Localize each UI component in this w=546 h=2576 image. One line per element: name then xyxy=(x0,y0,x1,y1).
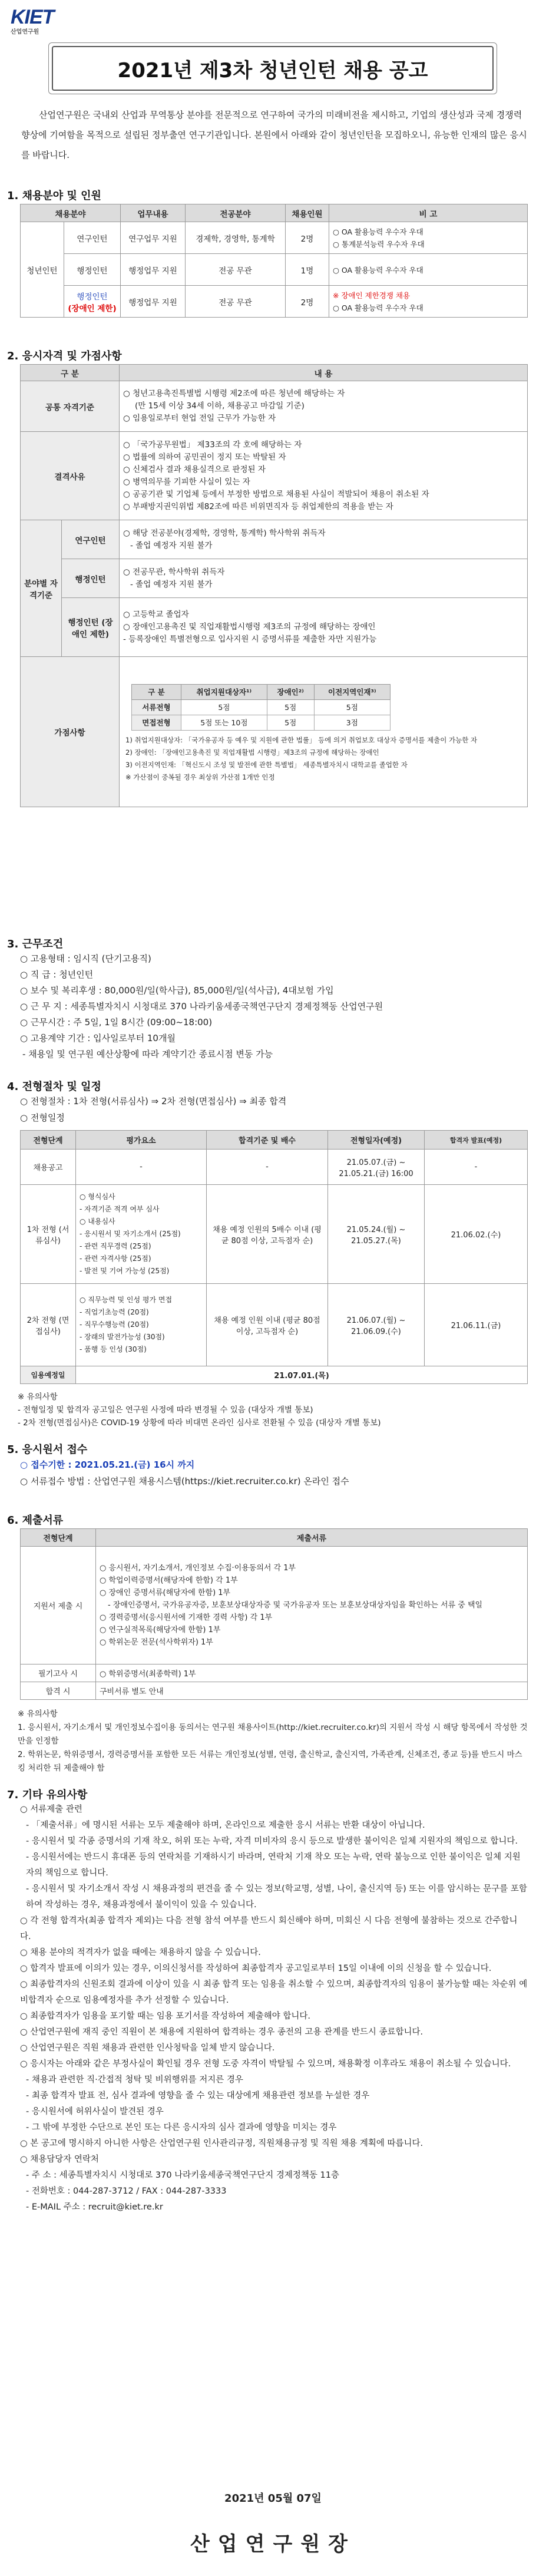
eval-line: - 관련 자격사항 (25점) xyxy=(80,1254,151,1263)
bonus-note: ※ 가산점이 중복될 경우 최상위 가산점 1개만 인정 xyxy=(125,772,275,781)
sch-pass: - xyxy=(207,1150,328,1185)
doc-line: ○ 장애인 증명서류(해당자에 한함) 1부 xyxy=(100,1588,231,1597)
common-label: 공통 자격기준 xyxy=(21,381,120,432)
etc-line: - 채용과 관련한 직·간접적 청탁 및 비위행위를 저지른 경우 xyxy=(26,2075,243,2085)
bonus-cell: 서류전형 xyxy=(132,699,181,715)
appoint-label: 임용예정일 xyxy=(21,1366,76,1384)
sch-th: 합격자 발표(예정) xyxy=(425,1131,528,1150)
application-info xyxy=(20,1457,349,1490)
etc-line: ○ 최종합격자가 임용을 포기할 때는 임용 포기서를 작성하여 제출해야 합니다. xyxy=(20,2012,310,2021)
content-line: ○ 해당 전공분야(경제학, 경영학, 통계학) 학사학위 취득자 xyxy=(123,528,326,538)
bonus-note: 3) 이전지역인재: 「혁신도시 조성 및 발전에 관한 특별법」 세종특별자치시 대학교를 졸업한 자 xyxy=(125,760,408,769)
sch-pass: 채용 예정 인원 이내 (평균 80점 이상, 고득점자 순) xyxy=(207,1284,328,1366)
sch-th: 전형단계 xyxy=(21,1131,76,1150)
disq-label: 결격사유 xyxy=(21,432,120,520)
method-line: ○ 서류접수 방법 : 산업연구원 채용시스템(https://kiet.recruiter.co.kr) 온라인 접수 xyxy=(20,1476,349,1487)
doc-line: ○ 학위증명서(최종학력) 1부 xyxy=(96,1665,528,1682)
sch-result: 21.06.02.(수) xyxy=(425,1185,528,1284)
sch-stage: 1차 전형 (서류심사) xyxy=(21,1185,76,1284)
bonus-cell: 면접전형 xyxy=(132,715,181,730)
field-restriction: (장애인 제한) xyxy=(68,303,117,313)
etc-line: - 「제출서류」에 명시된 서류는 모두 제출해야 하며, 온라인으로 제출한 응시 서류는 반환 대상이 아닙니다. xyxy=(26,1821,425,1830)
etc-line: - 주 소 : 세종특별자치시 시청대로 370 나라키움세종국책연구단지 경제정책동 11층 xyxy=(26,2171,339,2180)
field-text: 행정인턴 xyxy=(77,292,108,302)
bonus-cell: 5점 xyxy=(267,699,314,715)
etc-line: - 최종 합격자 발표 전, 심사 결과에 영향을 줄 수 있는 대상에게 채용관련 정보를 누설한 경우 xyxy=(26,2091,370,2101)
etc-line: - 그 밖에 부정한 수단으로 본인 또는 다른 응시자의 심사 결과에 영향을 미치는 경우 xyxy=(26,2123,337,2132)
etc-line: ○ 산업연구원에 재직 중인 직원이 본 채용에 지원하여 합격하는 경우 종전의 고용 관계를 반드시 종료합니다. xyxy=(20,2027,423,2037)
content-line: ○ 「국가공무원법」 제33조의 각 호에 해당하는 자 xyxy=(123,440,302,450)
etc-line: ○ 최종합격자의 신원조회 결과에 이상이 있을 시 최종 합격 또는 임용을 취소할 수 있으며, 최종합격자의 임용이 불가능할 때는 차순위 예비합격자 순으로 임용예정자를 추가 선정할 수 있습니다. xyxy=(20,1980,528,2005)
count-cell: 2명 xyxy=(286,286,329,318)
content-line: ○ 공공기관 및 기업체 등에서 부정한 방법으로 채용된 사실이 적발되어 채용이 취소된 자 xyxy=(123,489,429,499)
th-content: 내 용 xyxy=(120,365,528,381)
etc-line: ○ 합격자 발표에 이의가 있는 경우, 이의신청서를 작성하여 최종합격자 공고일로부터 15일 이내에 이의 신청을 할 수 있습니다. xyxy=(20,1964,492,1973)
etc-line: ○ 채용담당자 연락처 xyxy=(20,2155,99,2164)
group-cell: 청년인턴 xyxy=(21,222,64,318)
sch-stage: 채용공고 xyxy=(21,1150,76,1185)
f2-content xyxy=(120,559,528,598)
condition-line: ○ 고용형태 : 임시직 (단기고용직) xyxy=(20,953,151,964)
eval-line: - 품행 등 인성 (30점) xyxy=(80,1345,147,1353)
etc-line: - 응시원서에 허위사실이 발견된 경우 xyxy=(26,2107,164,2116)
note-line: - 전형일정 및 합격자 공고일은 연구원 사정에 따라 변경될 수 있음 (대상자 개별 통보) xyxy=(18,1405,313,1415)
bonus-cell: 5점 또는 10점 xyxy=(181,715,267,730)
process-line: ○ 전형절차 : 1차 전형(서류심사) ⇒ 2차 전형(면접심사) ⇒ 최종 합격 xyxy=(20,1096,287,1107)
etc-line: - 응시원서 및 각종 증명서의 기재 착오, 허위 또는 누락, 자격 미비자의 응시 등으로 발생한 불이익은 일체 지원자의 책임으로 합니다. xyxy=(26,1837,518,1846)
th-note: 비 고 xyxy=(329,204,528,222)
etc-line: ○ 본 공고에 명시하지 아니한 사항은 산업연구원 인사관리규정, 직원채용규정 및 직원 채용 계획에 따릅니다. xyxy=(20,2139,423,2148)
sch-eval xyxy=(76,1284,207,1366)
section-1-heading: 1. 채용분야 및 인원 xyxy=(7,190,101,202)
th-count: 채용인원 xyxy=(286,204,329,222)
bonus-th: 구 분 xyxy=(132,684,181,699)
bonus-cell: 5점 xyxy=(314,699,390,715)
disq-content xyxy=(120,432,528,520)
selection-process xyxy=(20,1093,286,1126)
content-line: ○ 신체검사 결과 채용실격으로 판정된 자 xyxy=(123,464,266,474)
sch-stage: 2차 전형 (면접심사) xyxy=(21,1284,76,1366)
work-conditions xyxy=(20,951,383,1062)
eval-line: - 직무수행능력 (20점) xyxy=(80,1320,149,1329)
qualification-table xyxy=(20,364,528,807)
content-line: ○ 청년고용촉진특별법 시행령 제2조에 따른 청년에 해당하는 자 xyxy=(123,389,345,398)
section-6-heading: 6. 제출서류 xyxy=(7,1514,64,1527)
content-line: ○ 고등학교 졸업자 xyxy=(123,610,189,619)
note-line: 1. 응시원서, 자기소개서 및 개인정보수집이용 동의서는 연구원 채용사이트(http://kiet.recruiter.co.kr)의 지원서 작성 시 해당 항목에서 작성한 것만을 인정함 xyxy=(18,1723,528,1746)
work-cell: 연구업무 지원 xyxy=(121,222,186,254)
content-line: - 졸업 예정자 지원 불가 xyxy=(130,579,213,589)
major-cell: 전공 무관 xyxy=(186,286,286,318)
eval-line: - 직업기초능력 (20점) xyxy=(80,1308,149,1316)
logo-word: KIET xyxy=(11,6,54,28)
sch-date: 21.05.24.(월) ~ 21.05.27.(목) xyxy=(328,1185,425,1284)
eval-line: ○ 내용심사 xyxy=(80,1217,115,1226)
etc-line: - 응시원서 및 자기소개서 작성 시 채용과정의 편견을 줄 수 있는 정보(학교명, 성별, 나이, 출신지역 등) 또는 이를 암시하는 문구를 포함하여 작성하는 경우, 채용과정에서 불이익이 있을 수 있습니다. xyxy=(26,1884,527,1910)
bonus-content xyxy=(120,657,528,807)
f3-content xyxy=(120,598,528,657)
content-line: ○ 임용일로부터 현업 전일 근무가 가능한 자 xyxy=(123,414,276,423)
etc-line: ○ 각 전형 합격자(최종 합격자 제외)는 다음 전형 참석 여부를 반드시 회신해야 하며, 미회신 시 다음 전형에 불참하는 것으로 간주합니다. xyxy=(20,1916,518,1941)
field-cell: 연구인턴 xyxy=(64,222,121,254)
doc-list xyxy=(96,1547,528,1665)
content-line: - 등록장애인 특별전형으로 입사지원 시 증명서류를 제출한 자만 지원가능 xyxy=(123,635,377,644)
condition-line: ○ 보수 및 복리후생 : 80,000원/일(학사급), 85,000원/일(석사급), 4대보험 가입 xyxy=(20,985,334,996)
doc-stage: 지원서 제출 시 xyxy=(21,1547,96,1665)
field-cell xyxy=(64,286,121,318)
etc-line: ○ 서류제출 관련 xyxy=(20,1805,82,1814)
doc-line: ○ 연구실적목록(해당자에 한함) 1부 xyxy=(100,1626,221,1634)
note-cell: ○ OA 활용능력 우수자 우대 xyxy=(329,254,528,286)
doc-th: 제출서류 xyxy=(96,1529,528,1547)
doc-stage: 합격 시 xyxy=(21,1682,96,1700)
work-cell: 행정업무 지원 xyxy=(121,254,186,286)
deadline-line: ○ 접수기한 : 2021.05.21.(금) 16시 까지 xyxy=(20,1459,195,1470)
bonus-cell: 5점 xyxy=(181,699,267,715)
content-line: ○ 법률에 의하여 공민권이 정지 또는 박탈된 자 xyxy=(123,452,286,462)
eval-line: ○ 직무능력 및 인성 평가 면접 xyxy=(80,1296,173,1304)
bonus-label: 가점사항 xyxy=(21,657,120,807)
sch-th: 전형일자(예정) xyxy=(328,1131,425,1150)
etc-line: ○ 응시자는 아래와 같은 부정사실이 확인될 경우 전형 도중 자격이 박탈될 수 있으며, 채용확정 이후라도 채용이 취소될 수 있습니다. xyxy=(20,2059,511,2069)
doc-line: ○ 학위논문 전문(석사학위자) 1부 xyxy=(100,1638,213,1647)
condition-line: ○ 고용계약 기간 : 입사일로부터 10개월 xyxy=(20,1033,176,1043)
etc-line: ○ 채용 분야의 적격자가 없을 때에는 채용하지 않을 수 있습니다. xyxy=(20,1948,261,1957)
bonus-cell: 3점 xyxy=(314,715,390,730)
note-cell xyxy=(329,286,528,318)
eval-line: ○ 형식심사 xyxy=(80,1193,115,1201)
sch-th: 평가요소 xyxy=(76,1131,207,1150)
content-line: ○ 병역의무를 기피한 사실이 있는 자 xyxy=(123,477,250,487)
eval-line: - 응시원서 및 자기소개서 (25점) xyxy=(80,1230,181,1238)
f1-content xyxy=(120,520,528,559)
th-category: 구 분 xyxy=(21,365,120,381)
th-major: 전공분야 xyxy=(186,204,286,222)
bonus-note: 2) 장애인: 「장애인고용촉진 및 직업재활법 시행령」제3조의 규정에 해당하는 장애인 xyxy=(125,748,379,757)
logo-tag: 산업연구원 xyxy=(11,29,39,35)
appoint-date: 21.07.01.(목) xyxy=(76,1366,528,1384)
eval-line: - 발전 및 기여 가능성 (25점) xyxy=(80,1267,170,1275)
common-content xyxy=(120,381,528,432)
f2-label: 행정인턴 xyxy=(62,559,120,598)
field-qual-label: 분야별 자격기준 xyxy=(21,520,62,657)
sch-result: 21.06.11.(금) xyxy=(425,1284,528,1366)
count-cell: 2명 xyxy=(286,222,329,254)
field-cell: 행정인턴 xyxy=(64,254,121,286)
doc-line: ○ 응시원서, 자기소개서, 개인정보 수집·이용동의서 각 1부 xyxy=(100,1564,296,1573)
document-notes xyxy=(18,1708,528,1775)
content-line: ○ 장애인고용촉진 및 직업재활법시행령 제3조의 규정에 해당하는 장애인 xyxy=(123,622,376,632)
condition-line: ○ 근 무 지 : 세종특별자치시 시청대로 370 나라키움세종국책연구단지 경제정책동 산업연구원 xyxy=(20,1001,383,1012)
eval-line: - 자격기준 적격 여부 심사 xyxy=(80,1205,160,1213)
other-notes xyxy=(20,1802,528,2215)
f3-label: 행정인턴 (장애인 제한) xyxy=(62,598,120,657)
doc-line: ○ 경력증명서(응시원서에 기재한 경력 사항) 각 1부 xyxy=(100,1613,273,1622)
note-line: ○ OA 활용능력 우수자 우대 xyxy=(333,227,423,236)
section-7-heading: 7. 기타 유의사항 xyxy=(7,1789,88,1801)
note-line: ※ 장애인 제한경쟁 채용 xyxy=(333,290,411,300)
bonus-notes xyxy=(123,734,524,784)
content-line: (만 15세 이상 34세 이하, 채용공고 마감일 기준) xyxy=(135,401,305,411)
schedule-notes xyxy=(18,1391,381,1429)
th-field: 채용분야 xyxy=(21,204,121,222)
bonus-note: 1) 취업지원대상자: 「국가유공자 등 예우 및 지원에 관한 법률」 등에 의거 취업보호 대상자 증명서를 제출이 가능한 자 xyxy=(125,735,478,744)
major-cell: 경제학, 경영학, 통계학 xyxy=(186,222,286,254)
signatory: 산업연구원장 xyxy=(190,2532,356,2556)
content-line: ○ 전공무관, 학사학위 취득자 xyxy=(123,567,225,577)
eval-line: - 관련 직무경력 (25점) xyxy=(80,1242,151,1250)
sch-th: 합격기준 및 배수 xyxy=(207,1131,328,1150)
sch-date: 21.05.07.(금) ~ 21.05.21.(금) 16:00 xyxy=(328,1150,425,1185)
note-line: 2. 학위논문, 학위증명서, 경력증명서를 포함한 모든 서류는 개인정보(성별, 연령, 출신학교, 출신지역, 가족관계, 신체조건, 종교 등)를 반드시 마스킹 처리한 뒤 제출해야 함 xyxy=(18,1750,522,1773)
section-5-heading: 5. 응시원서 접수 xyxy=(7,1444,88,1456)
process-line: ○ 전형일정 xyxy=(20,1112,65,1123)
content-line: - 졸업 예정자 지원 불가 xyxy=(130,540,213,550)
doc-line: 구비서류 별도 안내 xyxy=(96,1682,528,1700)
documents-table xyxy=(20,1528,528,1700)
sch-date: 21.06.07.(월) ~ 21.06.09.(수) xyxy=(328,1284,425,1366)
th-work: 업무내용 xyxy=(121,204,186,222)
section-4-heading: 4. 전형절차 및 일정 xyxy=(7,1081,101,1093)
bonus-th: 취업지원대상자¹⁾ xyxy=(181,684,267,699)
note-line: ※ 유의사항 xyxy=(18,1709,58,1719)
announcement-date: 2021년 05월 07일 xyxy=(224,2492,322,2505)
etc-line: ○ 산업연구원은 직원 채용과 관련한 인사청탁을 일체 받지 않습니다. xyxy=(20,2043,275,2053)
etc-line: - 응시원서에는 반드시 휴대폰 등의 연락처를 기재하시기 바라며, 연락처 기재 착오 또는 누락, 연락 불능으로 인한 불이익은 일체 지원자의 책임으로 합니다. xyxy=(26,1852,521,1878)
doc-line: - 장애인증명서, 국가유공자증, 보훈보상대상자증 및 국가유공자 또는 보훈보상대상자임을 확인하는 서류 중 택일 xyxy=(108,1601,483,1610)
section-3-heading: 3. 근무조건 xyxy=(7,938,64,950)
eval-line: - 장래의 발전가능성 (30점) xyxy=(80,1333,165,1341)
sch-eval: - xyxy=(76,1150,207,1185)
condition-line: ○ 직 급 : 청년인턴 xyxy=(20,969,94,980)
page-title: 2021년 제3차 청년인턴 채용 공고 xyxy=(52,46,494,91)
note-line: ○ OA 활용능력 우수자 우대 xyxy=(333,303,423,312)
doc-stage: 필기고사 시 xyxy=(21,1665,96,1682)
condition-line: - 채용일 및 연구원 예산상황에 따라 계약기간 종료시점 변동 가능 xyxy=(22,1049,273,1059)
schedule-table xyxy=(20,1130,528,1384)
f1-label: 연구인턴 xyxy=(62,520,120,559)
note-line: - 2차 전형(면접심사)은 COVID-19 상황에 따라 비대면 온라인 심사로 전환될 수 있음 (대상자 개별 통보) xyxy=(18,1418,381,1428)
bonus-th: 장애인²⁾ xyxy=(267,684,314,699)
intro-paragraph: 산업연구원은 국내외 산업과 무역통상 분야를 전문적으로 연구하여 국가의 미래비전을 제시하고, 기업의 생산성과 국제 경쟁력 향상에 기여함을 목적으로 설립된 정부출연 연구기관입니다. 본원에서 아래와 같이 청년인턴을 모집하오니, 유능한 인재의 많은 응시를 바랍니다. xyxy=(21,110,527,160)
sch-eval xyxy=(76,1185,207,1284)
bonus-th: 이전지역인재³⁾ xyxy=(314,684,390,699)
major-cell: 전공 무관 xyxy=(186,254,286,286)
etc-line: - 전화번호 : 044-287-3712 / FAX : 044-287-3333 xyxy=(26,2187,227,2196)
count-cell: 1명 xyxy=(286,254,329,286)
recruit-field-table xyxy=(20,204,528,318)
section-2-heading: 2. 응시자격 및 가점사항 xyxy=(7,350,122,362)
note-line: ○ 통계분석능력 우수자 우대 xyxy=(333,239,425,249)
sch-result: - xyxy=(425,1150,528,1185)
bonus-cell: 5점 xyxy=(267,715,314,730)
content-line: ○ 부패방지권익위법 제82조에 따른 비위면직자 등 취업제한의 적용을 받는 자 xyxy=(123,501,393,511)
sch-pass: 채용 예정 인원의 5배수 이내 (평균 80점 이상, 고득점자 순) xyxy=(207,1185,328,1284)
note-cell xyxy=(329,222,528,254)
condition-line: ○ 근무시간 : 주 5일, 1일 8시간 (09:00~18:00) xyxy=(20,1017,213,1028)
doc-th: 전형단계 xyxy=(21,1529,96,1547)
bonus-table xyxy=(131,684,391,731)
kiet-logo xyxy=(11,6,81,40)
note-line: ※ 유의사항 xyxy=(18,1392,58,1402)
work-cell: 행정업무 지원 xyxy=(121,286,186,318)
doc-line: ○ 학업이력증명서(해당자에 한함) 각 1부 xyxy=(100,1576,238,1585)
etc-line: - E-MAIL 주소 : recruit@kiet.re.kr xyxy=(26,2202,163,2212)
